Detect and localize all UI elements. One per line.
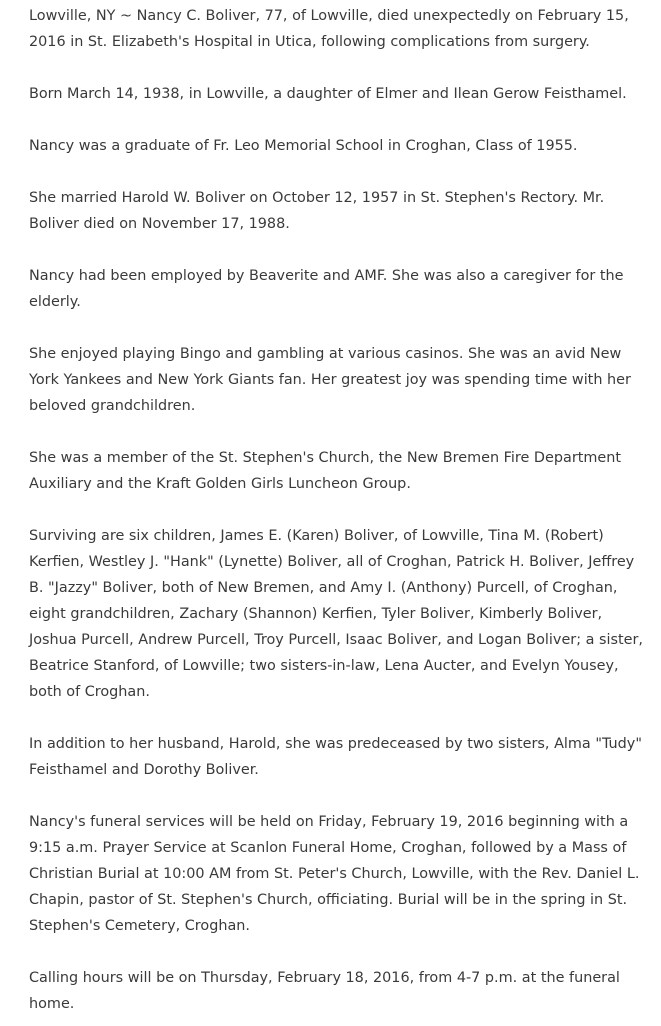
paragraph-memberships: She was a member of the St. Stephen's Church, the New Bremen Fire Department Auxiliary and the Kraft Golden Girls Luncheon Group. (29, 450, 622, 492)
paragraph-funeral-services: Nancy's funeral services will be held on Friday, February 19, 2016 beginning with a 9:15 a.m. Prayer Service at Scanlon Funeral Home, Croghan, followed by a Mass of Christian Burial at 10:00 AM from St. Peter's Church, Lowville, with the Rev. Daniel L. Chapin, pastor of St. Stephen's Church, officiating. Burial will be in the spring in St. Stephen's Cemetery, Croghan. (29, 814, 640, 934)
paragraph-predeceased: In addition to her husband, Harold, she was predeceased by two sisters, Alma "Tudy" Feisthamel and Dorothy Boliver. (29, 736, 642, 778)
paragraph-interests: She enjoyed playing Bingo and gambling at various casinos. She was an avid New York Yankees and New York Giants fan. Her greatest joy was spending time with her beloved grandchildren. (29, 346, 631, 414)
paragraph-death-notice: Lowville, NY ~ Nancy C. Boliver, 77, of Lowville, died unexpectedly on February 15, 2016 in St. Elizabeth's Hospital in Utica, following complications from surgery. (29, 8, 629, 50)
paragraph-birth: Born March 14, 1938, in Lowville, a daughter of Elmer and Ilean Gerow Feisthamel. (29, 86, 627, 102)
paragraph-calling-hours: Calling hours will be on Thursday, February 18, 2016, from 4-7 p.m. at the funeral home. (29, 970, 620, 1012)
paragraph-employment: Nancy had been employed by Beaverite and AMF. She was also a caregiver for the elderly. (29, 268, 624, 310)
paragraph-survivors: Surviving are six children, James E. (Karen) Boliver, of Lowville, Tina M. (Robert) Kerfien, Westley J. "Hank" (Lynette) Boliver, all of Croghan, Patrick H. Boliver, Jeffrey B. "Jazzy" Boliver, both of New Bremen, and Amy I. (Anthony) Purcell, of Croghan, eight grandchildren, Zachary (Shannon) Kerfien, Tyler Boliver, Kimberly Boliver, Joshua Purcell, Andrew Purcell, Troy Purcell, Isaac Boliver, and Logan Boliver; a sister, Beatrice Stanford, of Lowville; two sisters-in-law, Lena Aucter, and Evelyn Yousey, both of Croghan. (29, 528, 644, 700)
paragraph-marriage: She married Harold W. Boliver on October 12, 1957 in St. Stephen's Rectory. Mr. Boliver died on November 17, 1988. (29, 190, 605, 232)
paragraph-education: Nancy was a graduate of Fr. Leo Memorial School in Croghan, Class of 1955. (29, 138, 578, 154)
